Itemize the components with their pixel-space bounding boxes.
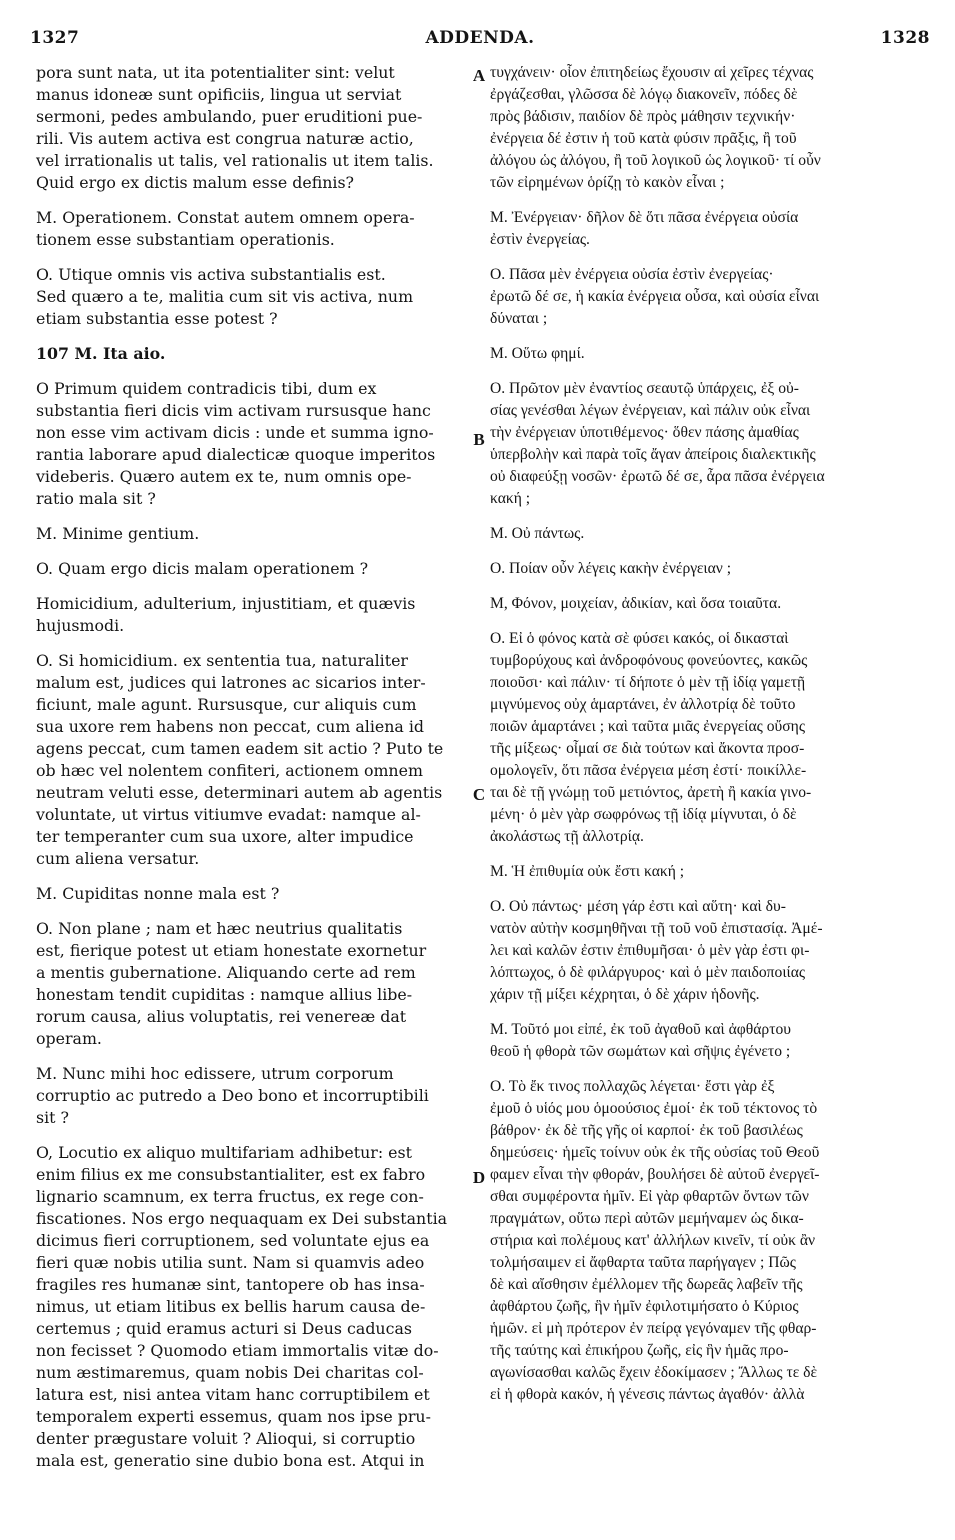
latin-paragraph: O Primum quidem contradicis tibi, dum ex substantia fieri dicis vim activam rursusque hanc non esse vim activam dicis : unde et summa igno- rantia laborare apud dialecticæ quoque imperitos videberis. Quæro autem ex te, num omnis ope- ratio mala sit ? bbox=[36, 379, 436, 508]
margin-letter-a: A bbox=[472, 66, 486, 85]
page-number-left: 1327 bbox=[30, 28, 80, 48]
latin-paragraph: Homicidium, adulterium, injustitiam, et quævis hujusmodi. bbox=[36, 594, 416, 635]
latin-paragraph: O. Quam ergo dicis malam operationem ? bbox=[36, 559, 369, 578]
page-header bbox=[30, 28, 930, 54]
greek-paragraph: Μ. Οὐ πάντως. bbox=[490, 525, 585, 542]
greek-column bbox=[490, 62, 930, 1419]
latin-paragraph: O. Non plane ; nam et hæc neutrius qualitatis est, fierique potest ut etiam honestate exornetur a mentis gubernatione. Aliquando certe ad rem honestam tendit cupiditas : namque allius libe- rorum causa, alius voluptatis, rei venereæ dat operam. bbox=[36, 919, 427, 1048]
latin-paragraph: O. Utique omnis vis activa substantialis est. Sed quæro a te, malitia cum sit vis activa, num etiam substantia esse potest ? bbox=[36, 265, 414, 328]
greek-paragraph: Ο. Εἰ ὁ φόνος κατὰ σὲ φύσει κακός, οἱ δικασταὶ τυμβορύχους καὶ ἀνδροφόνους φονεύοντες, κακῶς ποιοῦσι· καὶ πάλιν· τί δήποτε ὁ μὲν τῇ ἰδίᾳ γαμετῇ μιγνύμενος οὐχ ἁμαρτάνει, ἐν ἀλλοτρίᾳ δὲ τοῦτο ποιῶν ἁμαρτάνει ; καὶ ταῦτα μιᾶς ἐνεργείας οὔσης τῆς μίξεως· οἶμαί σε διὰ τούτων καὶ ἄκοντα προσ- ομολογεῖν, ὅτι πᾶσα ἐνέργεια μέση ἐστί· ποικίλλε- ται δὲ τῇ γνώμῃ τοῦ μετιόντος, ἀρετὴ ἢ κακία γινο- μένη· ὁ μὲν γὰρ σωφρόνως τῇ ἰδίᾳ μίγνυται, ὁ δὲ ἀκολάστως τῇ ἀλλοτρίᾳ. bbox=[490, 630, 812, 845]
greek-paragraph: Μ. Οὕτω φημί. bbox=[490, 345, 585, 362]
latin-paragraph: M. Operationem. Constat autem omnem opera- tionem esse substantiam operationis. bbox=[36, 208, 415, 249]
page-number-right: 1328 bbox=[880, 28, 930, 48]
margin-letter-b: B bbox=[473, 430, 485, 449]
latin-paragraph: M. Cupiditas nonne mala est ? bbox=[36, 884, 280, 903]
latin-column bbox=[36, 62, 468, 1485]
greek-paragraph: Ο. Τὸ ἔκ τινος πολλαχῶς λέγεται· ἔστι γὰρ ἐξ ἐμοῦ ὁ υἱός μου ὁμοούσιος ἐμοί· ἐκ τοῦ τέκτονος τὸ βάθρον· ἐκ δὲ τῆς γῆς οἱ καρποί· ἐκ τοῦ βασιλέως δημεύσεις· ἡμεῖς τοίνυν οὐκ ἐκ τῆς οὐσίας τοῦ Θεοῦ φαμεν εἶναι τὴν φθοράν, βουλήσει δὲ αὐτοῦ ἐνεργεῖ- σθαι συμφέροντα ἡμῖν. Εἰ γὰρ φθαρτῶν ὄντων τῶν πραγμάτων, οὕτω περὶ αὐτῶν μεμήναμεν ὡς δικα- στήρια καὶ πολέμους κατ' ἀλλήλων κινεῖν, τί οὐκ ἂν τολμήσαιμεν εἰ ἄφθαρτα ταῦτα παρήγαγεν ; Πῶς δὲ καὶ αἴσθησιν ἐμέλλομεν τῆς δωρεᾶς λαβεῖν τῆς ἀφθάρτου ζωῆς, ἣν ἡμῖν ἐφιλοτιμήσατο ὁ Κύριος ἡμῶν. εἰ μὴ πρότερον ἐν πείρᾳ γεγόναμεν τῆς φθαρ- τῆς ταύτης καὶ ἐπικήρου ζωῆς, εἰς ἣν ἡμᾶς προ- αγωνίσασθαι καλῶς ἔχειν ἐδοκίμασεν ; Ἄλλως τε δὲ εἰ ἡ φθορὰ κακόν, ἡ γένεσις πάντως ἀγαθόν· ἀλλὰ bbox=[490, 1078, 820, 1403]
greek-paragraph: Ο. Πᾶσα μὲν ἐνέργεια οὐσία ἐστὶν ἐνεργείας· ἐρωτῶ δέ σε, ἡ κακία ἐνέργεια οὖσα, καὶ οὐσία εἶναι δύναται ; bbox=[490, 266, 820, 327]
greek-paragraph: τυγχάνειν· οἷον ἐπιτηδείως ἔχουσιν αἱ χεῖρες τέχνας ἐργάζεσθαι, γλῶσσα δὲ λόγῳ διακονεῖν, πόδες δὲ πρὸς βάδισιν, παιδίον δὲ πρὸς μάθησιν τεχνικήν· ἐνέργεια δέ ἐστιν ἡ τοῦ κατὰ φύσιν πρᾶξις, ἢ τοῦ ἀλόγου ὡς ἀλόγου, ἢ τοῦ λογικοῦ ὡς λογικοῦ· τί οὖν τῶν εἰρημένων ὁρίζῃ τὸ κακὸν εἶναι ; bbox=[490, 64, 821, 191]
running-title: ADDENDA. bbox=[425, 28, 535, 48]
latin-paragraph: pora sunt nata, ut ita potentialiter sint: velut manus idoneæ sunt opificiis, lingua ut serviat sermoni, pedes ambulando, puer eruditioni pue- rili. Vis autem activa est congrua naturæ actio, vel irrationalis ut talis, vel rationalis ut item talis. Quid ergo ex dictis malum esse definis? bbox=[36, 63, 434, 192]
greek-paragraph: Μ. Ἡ ἐπιθυμία οὐκ ἔστι κακή ; bbox=[490, 863, 685, 880]
greek-paragraph: Ο. Ποίαν οὖν λέγεις κακὴν ἐνέργειαν ; bbox=[490, 560, 732, 577]
latin-paragraph-column-number: 107 M. Ita aio. bbox=[36, 344, 166, 363]
latin-paragraph: O. Si homicidium. ex sententia tua, naturaliter malum est, judices qui latrones ac sicarios inter- ficiunt, male agunt. Rursusque, cur aliquis cum sua uxore rem habens non peccat, cum aliena id agens peccat, cum tamen eadem sit actio ? Puto te ob hæc vel nolentem confiteri, actionem omnem neutram veluti esse, determinari autem ab agentis voluntate, ut virtus vitiumve evadat: namque al- ter temperanter cum sua uxore, alter impudice cum aliena versatur. bbox=[36, 651, 444, 868]
greek-paragraph: Μ. Τοῦτό μοι εἰπέ, ἐκ τοῦ ἀγαθοῦ καὶ ἀφθάρτου θεοῦ ἡ φθορὰ τῶν σωμάτων καὶ σῆψις ἐγένετο ; bbox=[490, 1021, 791, 1060]
latin-paragraph: M. Minime gentium. bbox=[36, 524, 200, 543]
greek-paragraph: Ο. Πρῶτον μὲν ἐναντίος σεαυτῷ ὑπάρχεις, ἐξ οὐ- σίας γενέσθαι λέγων ἐνέργειαν, καὶ πάλιν οὐκ εἶναι τὴν ἐνέργειαν ὑποτιθέμενος· ὅθεν πάσης ἀμαθίας ὑπερβολὴν καὶ παρὰ τοῖς ἄγαν ἀπείροις διαλεκτικῆς οὐ διαφεύξῃ νοσῶν· ἐρωτῶ δέ σε, ἆρα πᾶσα ἐνέργεια κακή ; bbox=[490, 380, 825, 507]
margin-letter-c: C bbox=[472, 785, 486, 804]
greek-paragraph: Μ. Ἐνέργειαν· δῆλον δὲ ὅτι πᾶσα ἐνέργεια οὐσία ἐστὶν ἐνεργείας. bbox=[490, 209, 799, 248]
latin-paragraph: O, Locutio ex aliquo multifariam adhibetur: est enim filius ex me consubstantialiter, est ex fabro lignario scamnum, ex terra fructus, ex rege con- fiscationes. Nos ergo nequaquam ex Dei substantia dicimus fieri corruptionem, sed voluntate ejus ea fieri quæ nobis utilia sunt. Nam si quamvis adeo fragiles res humanæ sint, tantopere ob has insa- nimus, ut etiam litibus ex bellis harum causa de- certemus ; quid eramus acturi si Deus caducas non fecisset ? Quomodo etiam immortalis vitæ do- num æstimaremus, quam nobis Dei charitas col- latura est, nisi antea vitam hanc corruptibilem et temporalem experti essemus, quam nos ipse pru- denter prægustare voluit ? Alioqui, si corruptio mala est, generatio sine dubio bona est. Atqui in bbox=[36, 1143, 448, 1470]
greek-paragraph: Ο. Οὐ πάντως· μέση γάρ ἐστι καὶ αὕτη· καὶ δυ- νατὸν αὐτὴν κοσμηθῆναι τῇ τοῦ νοῦ ἐπιστασίᾳ. Ἀμέ- λει καὶ καλῶν ἐστιν ἐπιθυμῆσαι· ὁ μὲν γὰρ ἐστι φι- λόπτωχος, ὁ δὲ φιλάργυρος· καὶ ὁ μὲν παιδοποιίας χάριν τῇ μίξει κέχρηται, ὁ δὲ χάριν ἡδονῆς. bbox=[490, 898, 823, 1003]
margin-letter-d: D bbox=[472, 1168, 486, 1187]
latin-paragraph: M. Nunc mihi hoc edissere, utrum corporum corruptio ac putredo a Deo bono et incorruptibili sit ? bbox=[36, 1064, 429, 1127]
greek-paragraph: Μ, Φόνον, μοιχείαν, ἀδικίαν, καὶ ὅσα τοιαῦτα. bbox=[490, 595, 782, 612]
